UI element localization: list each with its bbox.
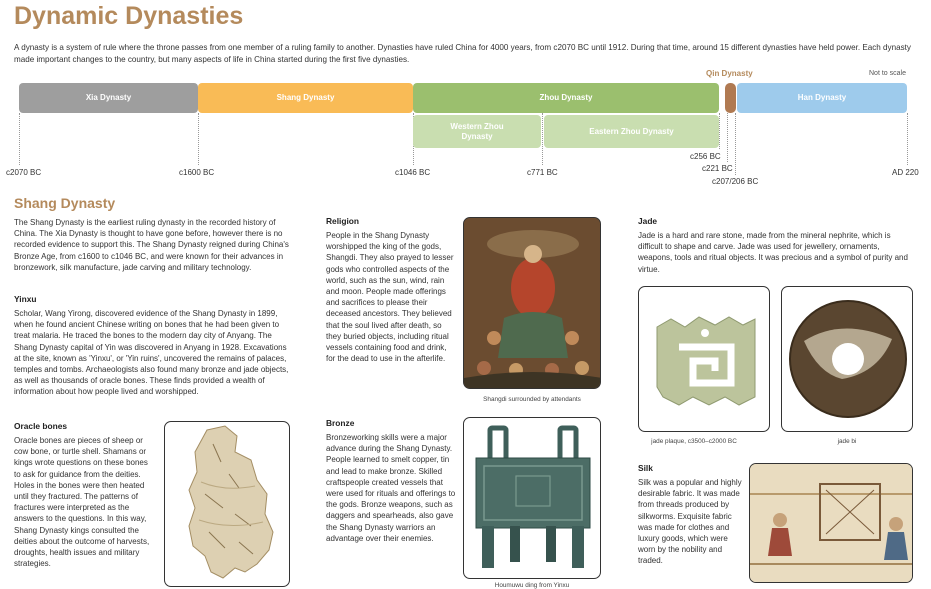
year-c1046: c1046 BC — [395, 168, 431, 177]
year-c2070: c2070 BC — [6, 168, 42, 177]
silk-text: Silk was a popular and highly desirable fabric. It was made from threads produced by silkworms. Exquisite fabric was made for clothes and luxury goods, which were worn by the nobility and traded. — [638, 478, 742, 566]
year-c221: c221 BC — [702, 164, 733, 173]
bar-qin-dynasty — [725, 83, 736, 113]
qin-dynasty-label: Qin Dynasty — [706, 69, 753, 78]
tick-c221 — [727, 113, 728, 162]
oracle-bone-image — [164, 421, 290, 587]
shangdi-painting-image — [463, 217, 601, 389]
bar-xia-label: Xia Dynasty — [85, 93, 132, 102]
bar-han-label: Han Dynasty — [797, 93, 847, 102]
jade-bi-image — [781, 286, 913, 432]
year-c1600: c1600 BC — [179, 168, 215, 177]
tick-c256 — [719, 113, 720, 149]
jade-heading: Jade — [638, 216, 658, 226]
bar-shang-label: Shang Dynasty — [276, 93, 335, 102]
tick-c1600 — [198, 113, 199, 165]
year-c256: c256 BC — [690, 152, 721, 161]
silk-weaving-image — [749, 463, 913, 583]
religion-heading: Religion — [326, 216, 360, 226]
shang-intro: The Shang Dynasty is the earliest ruling dynasty in the recorded history of China. The Xia Dynasty is thought to have gone before, however there is no recorded evidence to support this. The Shang Dynasty reigned during China's Bronze Age, from c1600 to c1046 BC, and were known for their advances in bronzework, silk manufacture, jade carving and military technology. — [14, 218, 289, 272]
bar-western-zhou — [413, 115, 541, 148]
religion-text: People in the Shang Dynasty worshipped the king of the gods, Shangdi. They also prayed to lesser gods who controlled aspects of the world, such as the sun, wind, rain and moon. People made offerings and sacrifices to please their deceased ancestors. They believed that the soul lived after death, so they buried objects, including ritual vessels containing food and drink, for the dead to use in the afterlife. — [326, 231, 454, 364]
yinxu-text: Scholar, Wang Yirong, discovered evidence of the Shang Dynasty in 1899, when he found ancient Chinese writing on bones that he had been given to treat malaria. He traced the bones to the modern day city of Anyang. The Shang Dynasty capital of Yin was discovered in Anyang in 1928. Excavations at the site, known as 'Yinxu', or 'Yin ruins', uncovered the remains of palaces, temples and tombs. Archaeologists also found many bronze and jade objects, as well as thousands of oracle bones. These finds provided a wealth of information about how people lived and worshipped. — [14, 309, 289, 397]
page-title: Dynamic Dynasties — [14, 2, 244, 30]
not-to-scale-note: Not to scale — [869, 70, 906, 77]
jade-plaque-caption: jade plaque, c3500–c2000 BC — [651, 438, 737, 445]
tick-c207 — [735, 113, 736, 175]
bar-eastern-zhou — [544, 115, 719, 148]
silk-heading: Silk — [638, 463, 653, 473]
oracle-bones-text: Oracle bones are pieces of sheep or cow bone, or turtle shell. Shamans or kings wrote questions on these bones to ask for guidance from the deities. Holes in the bones were then heated until they fractured. The patterns of fractures were interpreted as the answers to the questions. In this way, Shang Dynasty kings consulted the deities about the outcome of harvests, droughts, health issues and military strategies. — [14, 436, 150, 569]
bronze-heading: Bronze — [326, 418, 355, 428]
houmuwu-ding-image — [463, 417, 601, 579]
tick-c771 — [542, 113, 543, 165]
year-c207: c207/206 BC — [712, 177, 759, 186]
year-ad220: AD 220 — [892, 168, 919, 177]
jade-bi-caption: jade bi — [837, 438, 857, 445]
page-intro: A dynasty is a system of rule where the throne passes from one member of a ruling family to another. Dynasties have ruled China for 4000 years, from c2070 BC until 1912. During that time, around 15 different dynasties have held power. Each dynasty made important changes to the country, but many aspects of life in China started during the first five dynasties. — [14, 43, 911, 64]
year-c771: c771 BC — [527, 168, 558, 177]
bar-zhou-label: Zhou Dynasty — [539, 93, 593, 102]
oracle-bones-heading: Oracle bones — [14, 421, 68, 431]
bronze-text: Bronzeworking skills were a major advance during the Shang Dynasty. People learned to smelt copper, tin and lead to make bronze. Skilled craftspeople created vessels that were used for rituals and offerings to the gods. Bronze weapons, such as daggers and spearheads, also gave the Shang Dynasty warriors an advantage over their enemies. — [326, 433, 456, 543]
shangdi-caption: Shangdi surrounded by attendants — [483, 396, 581, 403]
bar-zhou-dynasty — [413, 83, 719, 113]
tick-ad220 — [907, 113, 908, 165]
bar-xia-dynasty — [19, 83, 198, 113]
tick-c2070 — [19, 113, 20, 165]
bar-eastern-zhou-label: Eastern Zhou Dynasty — [589, 126, 674, 136]
jade-text: Jade is a hard and rare stone, made from the mineral nephrite, which is difficult to shape and carve. Jade was used for jewellery, ornaments, weapons, tools and ritual objects. It was precious and a symbol of purity and virtue. — [638, 231, 908, 274]
yinxu-heading: Yinxu — [14, 294, 37, 304]
bar-shang-dynasty — [198, 83, 413, 113]
bar-western-zhou-label: Western Zhou Dynasty — [450, 121, 504, 141]
houmuwu-caption: Houmuwu ding from Yinxu — [494, 582, 570, 589]
bar-han-dynasty — [737, 83, 907, 113]
jade-plaque-image — [638, 286, 770, 432]
shang-heading: Shang Dynasty — [14, 195, 116, 211]
